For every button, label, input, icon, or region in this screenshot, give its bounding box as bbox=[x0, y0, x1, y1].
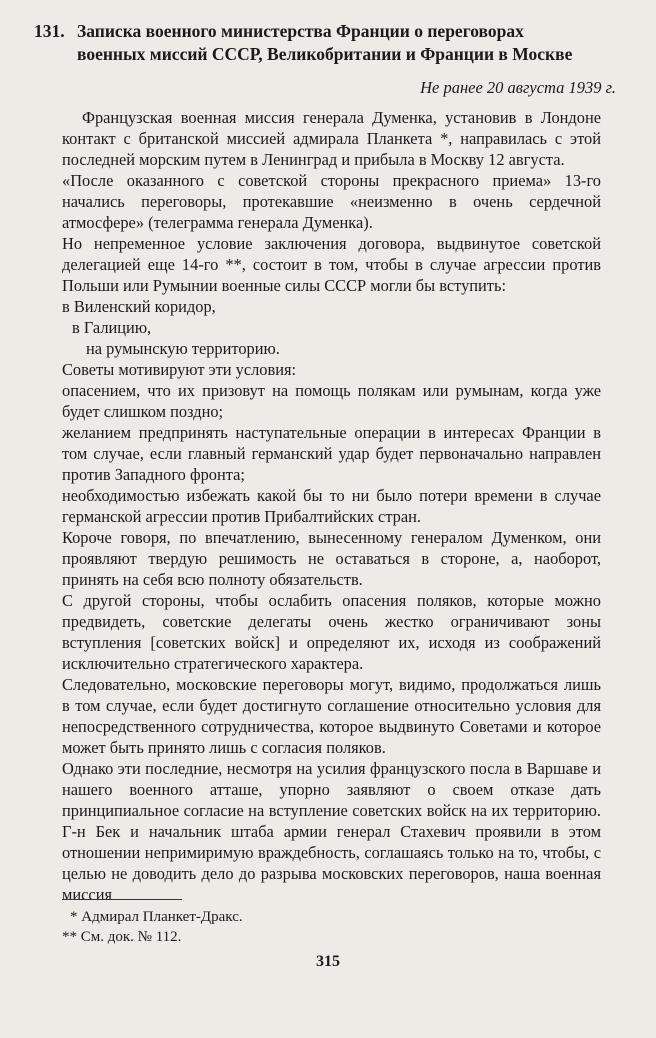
document-number: 131. bbox=[34, 21, 65, 41]
title-line-1: Записка военного министерства Франции о переговорах bbox=[77, 21, 524, 41]
paragraph: Советы мотивируют эти условия: bbox=[62, 360, 297, 379]
footnotes bbox=[62, 907, 243, 947]
paragraph: Короче говоря, по впечатлению, вынесенному генералом Думенком, они проявляют твердую решимость не оставаться в стороне, а, наоборот, принять на себя всю полноту обязательств. bbox=[62, 528, 601, 589]
paragraph: С другой стороны, чтобы ослабить опасения поляков, которые можно предвидеть, советские делегаты очень жестко ограничивают зоны вступления [советских войск] и определяют их, исходя из соображений исключительно стратегического характера. bbox=[62, 591, 601, 673]
paragraph: Следовательно, московские переговоры могут, видимо, продолжаться лишь в том случае, если будет достигнуто соглашение относительно условия для непосредственного сотрудничества, которое выдвинуто Советами и которое может быть принято лишь с согласия поляков. bbox=[62, 675, 601, 757]
footnote: * Адмирал Планкет-Дракс. bbox=[70, 909, 243, 925]
paragraph: «После оказанного с советской стороны прекрасного приема» 13-го начались переговоры, протекавшие «неизменно в очень сердечной атмосфере» (телеграмма генерала Думенка). bbox=[62, 171, 601, 232]
list-item: в Виленский коридор, bbox=[62, 297, 216, 316]
footnote-divider bbox=[62, 899, 182, 900]
document-body bbox=[62, 107, 601, 905]
list-item: на румынскую территорию. bbox=[86, 339, 280, 358]
paragraph: желанием предпринять наступательные операции в интересах Франции в том случае, если главный германский удар будет первоначально направлен против Западного фронта; bbox=[62, 423, 601, 484]
list-item: в Галицию, bbox=[72, 318, 152, 337]
title-line-2: военных миссий СССР, Великобритании и Франции в Москве bbox=[77, 44, 573, 64]
paragraph: Французская военная миссия генерала Думенка, установив в Лондоне контакт с британской миссией адмирала Планкета *, направилась с этой последней морским путем в Ленинград и прибыла в Москву 12 августа. bbox=[62, 108, 601, 169]
paragraph: необходимостью избежать какой бы то ни было потери времени в случае германской агрессии против Прибалтийских стран. bbox=[62, 486, 601, 526]
footnote: ** См. док. № 112. bbox=[62, 929, 182, 945]
paragraph: Однако эти последние, несмотря на усилия французского посла в Варшаве и нашего военного атташе, упорно заявляют о своем отказе дать принципиальное согласие на вступление советских войск на их территорию. Г-н Бек и начальник штаба армии генерал Стахевич проявили в этом отношении непримиримую враждебность, соглашаясь только на то, чтобы, с целью не доводить дело до разрыва московских переговоров, наша военная миссия bbox=[62, 759, 601, 904]
document-date: Не ранее 20 августа 1939 г. bbox=[420, 78, 616, 97]
paragraph: опасением, что их призовут на помощь полякам или румынам, когда уже будет слишком поздно; bbox=[62, 381, 601, 421]
paragraph: Но непременное условие заключения договора, выдвинутое советской делегацией еще 14-го **, состоит в том, чтобы в случае агрессии против Польши или Румынии военные силы СССР могли бы вступить: bbox=[62, 234, 601, 295]
page-number: 315 bbox=[316, 953, 340, 970]
